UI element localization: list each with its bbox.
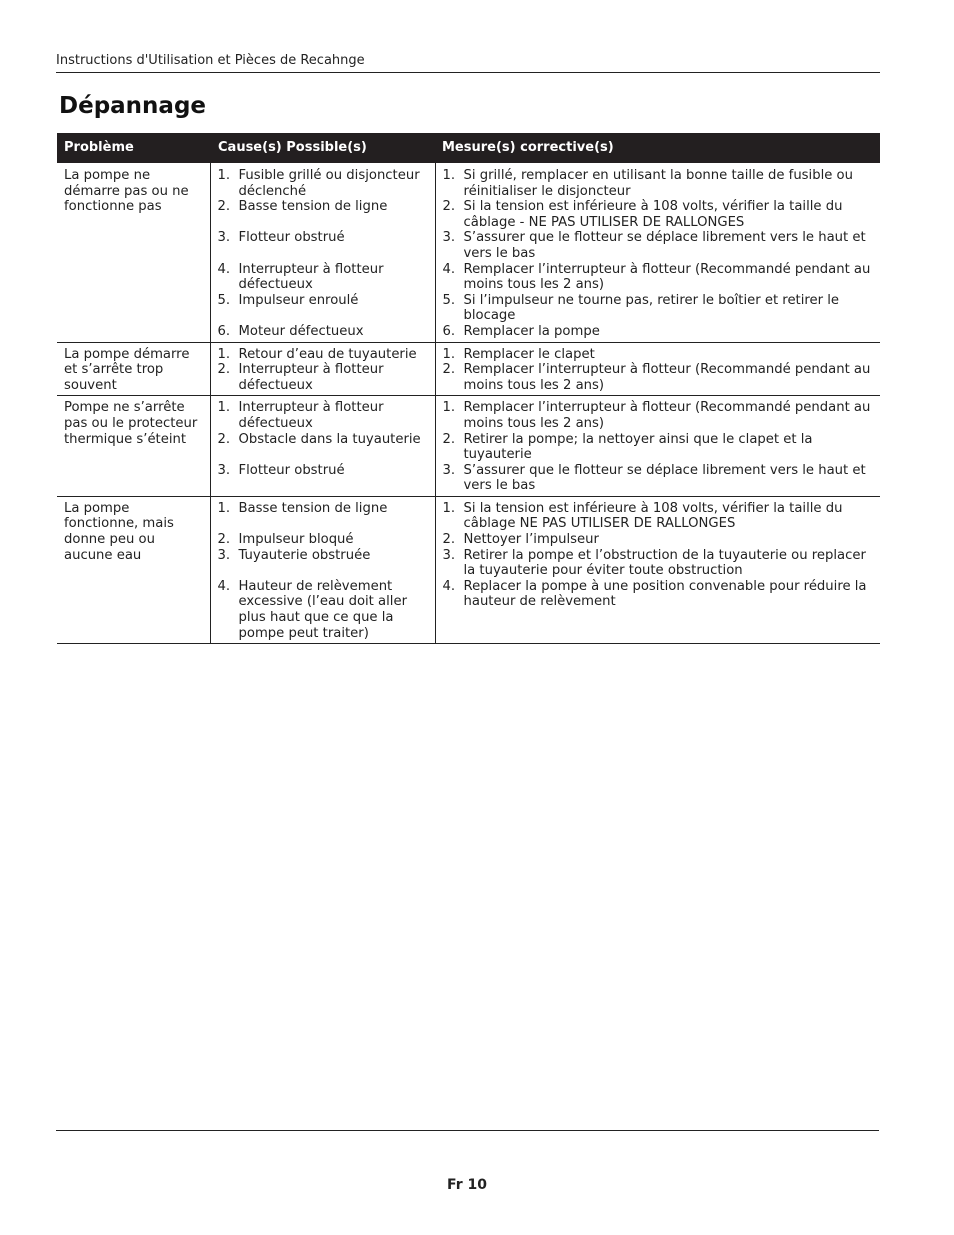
cause-text: Retour d’eau de tuyauterie	[238, 346, 417, 362]
fix-number: 3.	[442, 462, 456, 478]
cause-text: Interrupteur à flotteur défectueux	[238, 400, 384, 431]
fix-text: Si la tension est inférieure à 108 volts, vérifier la taille du câblage - NE PAS UTILISER DE RALLONGES	[463, 199, 843, 230]
cause-item	[218, 432, 429, 448]
page-number: Fr 10	[447, 1177, 487, 1193]
fix-text: Retirer la pompe et l’obstruction de la tuyauterie ou replacer la tuyauterie pour éviter toute obstruction	[463, 547, 866, 579]
fix-number: 2.	[442, 362, 456, 378]
fix-item	[443, 579, 875, 610]
fix-item	[443, 501, 875, 532]
fix-text: Remplacer l’interrupteur à flotteur (Recommandé pendant au moins tous les 2 ans)	[463, 261, 871, 293]
fix-item	[443, 293, 875, 324]
fix-item	[443, 548, 875, 579]
fixes-cell	[435, 163, 880, 342]
page-title: Dépannage	[59, 93, 207, 119]
fix-item	[443, 262, 875, 293]
fix-item	[443, 347, 875, 363]
fixes-cell	[435, 396, 880, 497]
fix-text: Replacer la pompe à une position convenable pour réduire la hauteur de relèvement	[463, 578, 867, 610]
fix-item	[443, 230, 875, 261]
cause-number: 5.	[217, 292, 231, 308]
cause-item	[218, 199, 429, 215]
cause-item	[218, 293, 429, 309]
cause-item	[218, 168, 429, 199]
cause-number: 1.	[217, 500, 231, 516]
table-row	[57, 496, 880, 643]
fix-item	[443, 532, 875, 548]
table-header-row	[57, 133, 880, 163]
fix-number: 5.	[442, 292, 456, 308]
cause-item	[218, 532, 429, 548]
cause-number: 3.	[217, 547, 231, 563]
cause-text: Impulseur enroulé	[238, 292, 359, 308]
fix-number: 3.	[442, 230, 456, 246]
fix-number: 1.	[442, 500, 456, 516]
cause-item	[218, 579, 429, 641]
cause-item	[218, 347, 429, 363]
cause-number: 2.	[217, 362, 231, 378]
fix-item	[443, 168, 875, 199]
fixes-cell	[435, 342, 880, 396]
cause-item	[218, 262, 429, 293]
problem-cell: La pompe fonctionne, mais donne peu ou aucune eau	[57, 496, 210, 643]
fix-item	[443, 324, 875, 340]
cause-number: 1.	[217, 168, 231, 183]
cause-item	[218, 463, 429, 479]
problem-cell: La pompe démarre et s’arrête trop souvent	[57, 342, 210, 396]
problem-cell: La pompe ne démarre pas ou ne fonctionne pas	[57, 163, 210, 342]
fix-number: 1.	[442, 168, 456, 183]
fix-text: S’assurer que le flotteur se déplace librement vers le haut et vers le bas	[463, 230, 866, 261]
cause-text: Fusible grillé ou disjoncteur déclenché	[238, 168, 420, 199]
causes-cell	[210, 496, 435, 643]
column-header-fixes: Mesure(s) corrective(s)	[435, 133, 880, 163]
cause-number: 2.	[217, 532, 231, 548]
fix-number: 1.	[442, 400, 456, 416]
fix-text: Retirer la pompe; la nettoyer ainsi que le clapet et la tuyauterie	[463, 431, 813, 463]
cause-item	[218, 324, 429, 340]
cause-number: 4.	[217, 261, 231, 277]
fix-text: Remplacer la pompe	[463, 323, 600, 339]
footer-rule	[56, 1130, 879, 1131]
cause-text: Basse tension de ligne	[238, 199, 388, 215]
problem-cell: Pompe ne s’arrête pas ou le protecteur thermique s’éteint	[57, 396, 210, 497]
cause-text: Interrupteur à flotteur défectueux	[238, 362, 384, 393]
column-header-problem: Problème	[57, 133, 210, 163]
fix-number: 1.	[442, 346, 456, 362]
fixes-cell	[435, 496, 880, 643]
fix-item	[443, 432, 875, 463]
cause-text: Basse tension de ligne	[238, 500, 388, 516]
fix-number: 4.	[442, 578, 456, 594]
fix-item	[443, 400, 875, 431]
cause-text: Flotteur obstrué	[238, 462, 345, 478]
causes-cell	[210, 342, 435, 396]
fix-number: 2.	[442, 199, 456, 215]
fix-text: Remplacer l’interrupteur à flotteur (Recommandé pendant au moins tous les 2 ans)	[463, 362, 871, 393]
cause-number: 6.	[217, 323, 231, 339]
cause-text: Tuyauterie obstruée	[238, 547, 371, 563]
table-row	[57, 396, 880, 497]
fix-number: 6.	[442, 323, 456, 339]
cause-text: Obstacle dans la tuyauterie	[238, 431, 421, 447]
fix-text: Si l’impulseur ne tourne pas, retirer le boîtier et retirer le blocage	[463, 292, 840, 324]
fix-text: Nettoyer l’impulseur	[463, 532, 599, 548]
cause-text: Flotteur obstrué	[238, 230, 345, 246]
cause-number: 3.	[217, 462, 231, 478]
column-header-causes: Cause(s) Possible(s)	[210, 133, 435, 163]
cause-item	[218, 230, 429, 246]
header-rule	[56, 72, 880, 73]
cause-text: Interrupteur à flotteur défectueux	[238, 261, 384, 293]
fix-text: Si la tension est inférieure à 108 volts, vérifier la taille du câblage NE PAS UTILISER DE RALLONGES	[463, 500, 843, 532]
fix-number: 4.	[442, 261, 456, 277]
cause-number: 2.	[217, 199, 231, 215]
cause-number: 1.	[217, 346, 231, 362]
table-row	[57, 342, 880, 396]
fix-item	[443, 463, 875, 494]
cause-item	[218, 400, 429, 431]
table-row	[57, 163, 880, 342]
causes-cell	[210, 163, 435, 342]
fix-text: Si grillé, remplacer en utilisant la bonne taille de fusible ou réinitialiser le disjoncteur	[463, 168, 853, 199]
fix-number: 3.	[442, 547, 456, 563]
cause-number: 3.	[217, 230, 231, 246]
fix-text: Remplacer le clapet	[463, 346, 595, 362]
cause-item	[218, 501, 429, 517]
fix-item	[443, 199, 875, 230]
cause-number: 2.	[217, 431, 231, 447]
cause-number: 1.	[217, 400, 231, 416]
cause-item	[218, 362, 429, 393]
cause-item	[218, 548, 429, 564]
troubleshooting-table	[57, 133, 880, 644]
fix-text: Remplacer l’interrupteur à flotteur (Recommandé pendant au moins tous les 2 ans)	[463, 400, 871, 431]
cause-text: Hauteur de relèvement excessive (l’eau doit aller plus haut que ce que la pompe peut traiter)	[238, 578, 407, 641]
fix-item	[443, 362, 875, 393]
cause-text: Moteur défectueux	[238, 323, 364, 339]
fix-number: 2.	[442, 532, 456, 548]
causes-cell	[210, 396, 435, 497]
running-header: Instructions d'Utilisation et Pièces de Recahnge	[56, 53, 365, 68]
cause-text: Impulseur bloqué	[238, 532, 354, 548]
fix-number: 2.	[442, 431, 456, 447]
cause-number: 4.	[217, 578, 231, 594]
fix-text: S’assurer que le flotteur se déplace librement vers le haut et vers le bas	[463, 462, 866, 494]
